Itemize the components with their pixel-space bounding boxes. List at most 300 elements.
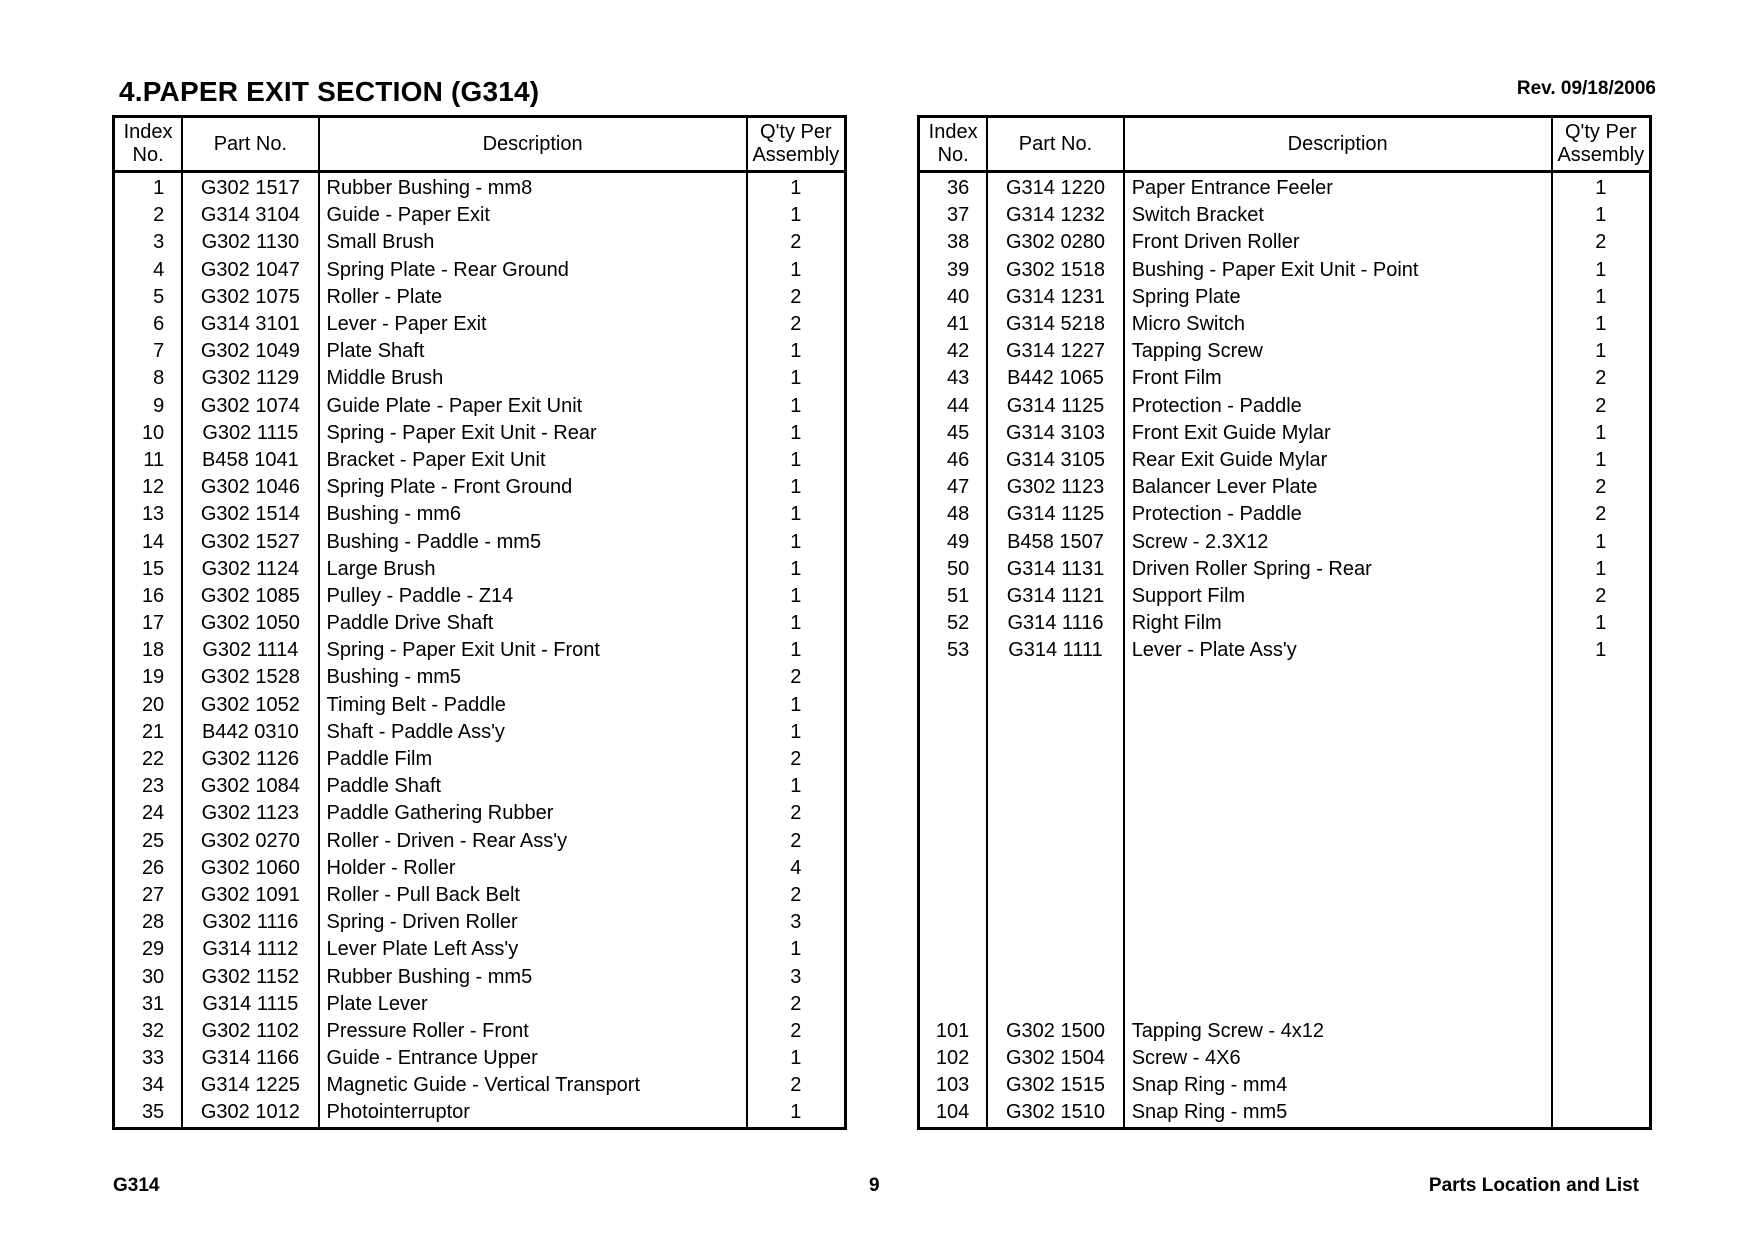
description-cell: Spring - Paper Exit Unit - Rear [319,420,747,447]
qty-cell: 1 [1552,528,1651,555]
part-no-cell [987,963,1123,990]
table-row [114,1045,846,1072]
index-no-cell: 2 [153,204,165,227]
index-no-cell: 27 [141,883,165,906]
index-no-cell: 44 [947,394,970,417]
index-no-cell: 24 [141,802,165,825]
part-no-cell: G314 1166 [182,1045,318,1072]
description-cell: Pulley - Paddle - Z14 [319,583,747,610]
table-row [114,528,846,555]
part-no-cell: G302 1510 [987,1099,1123,1128]
index-no-cell [919,692,988,719]
qty-cell: 1 [747,692,846,719]
qty-cell: 1 [747,202,846,229]
table-row [114,202,846,229]
header-qty-line1: Q'ty Per [760,121,832,143]
index-no-cell: 22 [141,748,165,771]
table-row [114,474,846,501]
index-no-cell: 4 [153,258,165,281]
part-no-cell: G302 1123 [182,800,318,827]
table-row [919,637,1651,664]
table-row [919,284,1651,311]
header-qty-line2: Assembly [1557,144,1645,166]
index-no-cell: 45 [947,421,970,444]
qty-cell: 1 [747,420,846,447]
part-no-cell: B442 0310 [182,719,318,746]
index-no-cell: 104 [935,1101,970,1124]
index-no-cell: 8 [153,367,165,390]
table-row [114,338,846,365]
description-cell [1124,828,1552,855]
index-no-cell: 6 [153,313,165,336]
qty-cell [1552,773,1651,800]
qty-cell: 2 [747,284,846,311]
qty-cell: 2 [1552,501,1651,528]
part-no-cell [987,909,1123,936]
qty-cell: 1 [1552,257,1651,284]
part-no-cell: G302 1050 [182,610,318,637]
index-no-cell: 11 [143,448,165,471]
index-no-cell: 49 [947,530,970,553]
description-cell: Screw - 4X6 [1124,1045,1552,1072]
part-no-cell: G302 1047 [182,257,318,284]
page-title: 4.PAPER EXIT SECTION (G314) [119,76,540,107]
part-no-cell: G302 1012 [182,1099,318,1128]
footer-section-name: Parts Location and List [1428,1175,1639,1196]
index-no-cell: 25 [141,829,165,852]
part-no-cell: G302 1517 [182,172,318,203]
qty-cell [1552,882,1651,909]
table-row [919,393,1651,420]
index-no-cell [919,963,988,990]
part-no-cell: G302 1060 [182,855,318,882]
description-cell: Bushing - mm5 [319,664,747,691]
description-cell: Rubber Bushing - mm8 [319,172,747,203]
description-cell: Holder - Roller [319,855,747,882]
index-no-cell: 16 [141,584,165,607]
part-no-cell: G314 5218 [987,311,1123,338]
table-row [114,420,846,447]
header-qty [1552,117,1651,172]
part-no-cell [987,936,1123,963]
index-no-cell: 40 [947,285,970,308]
table-row [919,1018,1651,1045]
table-row [114,637,846,664]
description-cell: Support Film [1124,583,1552,610]
index-no-cell [919,664,988,691]
table-row [919,257,1651,284]
index-no-cell: 20 [141,693,165,716]
description-cell: Paddle Film [319,746,747,773]
part-no-cell: G314 1232 [987,202,1123,229]
description-cell: Bracket - Paper Exit Unit [319,447,747,474]
qty-cell [1552,991,1651,1018]
qty-cell [1552,828,1651,855]
qty-cell: 2 [747,828,846,855]
table-row [114,1072,846,1099]
table-row [114,936,846,963]
header-index-no [919,117,988,172]
qty-cell: 1 [747,474,846,501]
index-no-cell: 29 [141,938,165,961]
description-cell [1124,936,1552,963]
index-no-cell: 46 [947,448,970,471]
part-no-cell: G302 1074 [182,393,318,420]
part-no-cell: G302 1504 [987,1045,1123,1072]
description-cell: Shaft - Paddle Ass'y [319,719,747,746]
qty-cell [1552,800,1651,827]
qty-cell: 2 [747,800,846,827]
table-row [919,1072,1651,1099]
table-row [919,311,1651,338]
part-no-cell: G314 1125 [987,501,1123,528]
table-row [114,909,846,936]
part-no-cell: G314 1225 [182,1072,318,1099]
description-cell: Switch Bracket [1124,202,1552,229]
index-no-cell: 35 [141,1101,165,1124]
description-cell [1124,855,1552,882]
description-cell: Magnetic Guide - Vertical Transport [319,1072,747,1099]
table-row [919,746,1651,773]
description-cell: Snap Ring - mm4 [1124,1072,1552,1099]
header-index-line2: No. [937,144,969,166]
index-no-cell: 51 [947,584,970,607]
part-no-cell: G302 1046 [182,474,318,501]
part-no-cell: G302 1115 [182,420,318,447]
qty-cell: 2 [1552,393,1651,420]
description-cell [1124,882,1552,909]
qty-cell: 1 [747,1045,846,1072]
qty-cell: 2 [747,311,846,338]
index-no-cell: 103 [935,1074,970,1097]
index-no-cell: 19 [141,666,165,689]
index-no-cell: 31 [141,992,165,1015]
table-row [114,311,846,338]
revision-date: Rev. 09/18/2006 [1516,78,1656,99]
part-no-cell: G302 1514 [182,501,318,528]
table-row [919,719,1651,746]
description-cell: Snap Ring - mm5 [1124,1099,1552,1128]
table-row [114,828,846,855]
table-row [919,1099,1651,1128]
part-no-cell: B458 1041 [182,447,318,474]
table-row [919,556,1651,583]
part-no-cell: G302 1515 [987,1072,1123,1099]
table-row [114,229,846,256]
part-no-cell: G302 1124 [182,556,318,583]
header-qty-line1: Q'ty Per [1565,121,1637,143]
part-no-cell [987,746,1123,773]
header-index-no [114,117,183,172]
table-row [114,365,846,392]
qty-cell: 2 [747,991,846,1018]
table-row [114,719,846,746]
index-no-cell: 43 [947,367,970,390]
header-qty-line2: Assembly [752,144,840,166]
part-no-cell: G314 3103 [987,420,1123,447]
index-no-cell: 14 [141,530,165,553]
qty-cell: 1 [747,172,846,203]
description-cell: Driven Roller Spring - Rear [1124,556,1552,583]
qty-cell: 2 [747,229,846,256]
index-no-cell: 3 [153,231,165,254]
qty-cell: 1 [1552,610,1651,637]
qty-cell: 2 [1552,474,1651,501]
part-no-cell: B458 1507 [987,528,1123,555]
description-cell: Lever Plate Left Ass'y [319,936,747,963]
qty-cell [1552,1018,1651,1045]
header-qty [747,117,846,172]
qty-cell: 2 [747,882,846,909]
description-cell: Tapping Screw - 4x12 [1124,1018,1552,1045]
table-row [114,746,846,773]
description-cell: Spring Plate - Rear Ground [319,257,747,284]
part-no-cell: G302 1084 [182,773,318,800]
qty-cell [1552,1045,1651,1072]
part-no-cell: G314 1125 [987,393,1123,420]
qty-cell [1552,909,1651,936]
index-no-cell: 7 [153,340,165,363]
table-row [114,800,846,827]
qty-cell: 1 [747,338,846,365]
index-no-cell: 50 [947,557,970,580]
qty-cell: 3 [747,963,846,990]
index-no-cell: 9 [153,394,165,417]
qty-cell: 1 [1552,447,1651,474]
part-no-cell: G302 1075 [182,284,318,311]
index-no-cell: 37 [947,204,970,227]
header-index-line2: No. [132,144,164,166]
description-cell: Protection - Paddle [1124,501,1552,528]
qty-cell: 1 [747,365,846,392]
qty-cell: 1 [747,773,846,800]
part-no-cell: G302 1152 [182,963,318,990]
part-no-cell: G302 1085 [182,583,318,610]
table-row [114,882,846,909]
qty-cell [1552,719,1651,746]
description-cell: Plate Shaft [319,338,747,365]
description-cell: Rubber Bushing - mm5 [319,963,747,990]
table-row [919,229,1651,256]
qty-cell: 2 [1552,583,1651,610]
table-row [114,583,846,610]
part-no-cell: G302 1129 [182,365,318,392]
description-cell [1124,746,1552,773]
qty-cell: 1 [747,501,846,528]
part-no-cell [987,773,1123,800]
qty-cell: 1 [747,447,846,474]
qty-cell: 2 [747,664,846,691]
description-cell: Roller - Driven - Rear Ass'y [319,828,747,855]
description-cell: Guide - Paper Exit [319,202,747,229]
parts-table-left-body [114,172,846,1129]
qty-cell: 2 [747,1018,846,1045]
description-cell: Spring Plate - Front Ground [319,474,747,501]
index-no-cell: 32 [141,1019,165,1042]
footer-page-number: 9 [869,1175,880,1196]
index-no-cell: 39 [947,258,970,281]
description-cell: Bushing - Paper Exit Unit - Point [1124,257,1552,284]
table-row [919,909,1651,936]
index-no-cell [919,800,988,827]
table-header-row [114,117,846,172]
index-no-cell: 15 [141,557,165,580]
index-no-cell: 18 [141,639,165,662]
table-row [919,474,1651,501]
index-no-cell [919,746,988,773]
description-cell: Bushing - Paddle - mm5 [319,528,747,555]
description-cell: Paddle Gathering Rubber [319,800,747,827]
part-no-cell: G302 1091 [182,882,318,909]
description-cell: Pressure Roller - Front [319,1018,747,1045]
part-no-cell: G314 1112 [182,936,318,963]
qty-cell: 2 [1552,229,1651,256]
description-cell: Guide Plate - Paper Exit Unit [319,393,747,420]
part-no-cell: G314 1227 [987,338,1123,365]
index-no-cell: 33 [141,1047,165,1070]
header-part-no: Part No. [987,117,1123,172]
description-cell: Roller - Plate [319,284,747,311]
qty-cell: 1 [1552,637,1651,664]
description-cell: Lever - Plate Ass'y [1124,637,1552,664]
index-no-cell [919,855,988,882]
part-no-cell: G302 1528 [182,664,318,691]
index-no-cell: 23 [141,775,165,798]
index-no-cell: 53 [947,639,970,662]
description-cell: Small Brush [319,229,747,256]
part-no-cell [987,855,1123,882]
description-cell: Lever - Paper Exit [319,311,747,338]
description-cell: Front Film [1124,365,1552,392]
table-row [114,773,846,800]
part-no-cell: G302 1500 [987,1018,1123,1045]
table-row [919,828,1651,855]
part-no-cell: G314 1231 [987,284,1123,311]
footer-model: G314 [113,1175,160,1196]
index-no-cell: 1 [153,177,165,200]
description-cell: Micro Switch [1124,311,1552,338]
qty-cell [1552,746,1651,773]
header-index-line1: Index [928,121,978,143]
index-no-cell: 13 [141,503,165,526]
description-cell: Roller - Pull Back Belt [319,882,747,909]
qty-cell: 2 [747,746,846,773]
qty-cell: 1 [1552,284,1651,311]
qty-cell: 1 [1552,338,1651,365]
index-no-cell: 5 [153,285,165,308]
index-no-cell: 52 [947,612,970,635]
part-no-cell [987,692,1123,719]
table-row [919,991,1651,1018]
index-no-cell [919,719,988,746]
table-row [919,963,1651,990]
index-no-cell [919,991,988,1018]
index-no-cell: 30 [141,965,165,988]
part-no-cell [987,882,1123,909]
table-row [919,610,1651,637]
description-cell [1124,719,1552,746]
description-cell: Rear Exit Guide Mylar [1124,447,1552,474]
description-cell [1124,963,1552,990]
qty-cell: 1 [747,528,846,555]
qty-cell [1552,936,1651,963]
part-no-cell [987,991,1123,1018]
table-row [919,420,1651,447]
header-index-line1: Index [123,121,173,143]
index-no-cell: 38 [947,231,970,254]
table-row [919,800,1651,827]
index-no-cell: 12 [141,476,165,499]
qty-cell: 1 [1552,556,1651,583]
table-row [114,501,846,528]
part-no-cell: G314 1111 [987,637,1123,664]
part-no-cell: G302 1130 [182,229,318,256]
description-cell: Spring Plate [1124,284,1552,311]
table-row [114,692,846,719]
table-row [114,257,846,284]
qty-cell: 2 [1552,365,1651,392]
qty-cell: 1 [1552,420,1651,447]
description-cell: Spring - Driven Roller [319,909,747,936]
part-no-cell: G302 1049 [182,338,318,365]
part-no-cell [987,800,1123,827]
table-row [919,501,1651,528]
index-no-cell: 47 [947,476,970,499]
qty-cell: 1 [1552,172,1651,203]
table-row [114,172,846,203]
table-row [114,991,846,1018]
table-row [114,610,846,637]
index-no-cell [919,773,988,800]
part-no-cell: G314 3101 [182,311,318,338]
table-row [114,1099,846,1128]
index-no-cell: 42 [947,340,970,363]
index-no-cell: 10 [141,421,165,444]
qty-cell: 1 [1552,311,1651,338]
index-no-cell [919,936,988,963]
table-row [919,447,1651,474]
table-row [919,936,1651,963]
description-cell: Right Film [1124,610,1552,637]
index-no-cell: 101 [935,1019,970,1042]
qty-cell [1552,664,1651,691]
description-cell: Front Driven Roller [1124,229,1552,256]
description-cell [1124,773,1552,800]
part-no-cell: G302 1527 [182,528,318,555]
qty-cell: 1 [747,1099,846,1128]
qty-cell: 1 [747,610,846,637]
qty-cell: 2 [747,1072,846,1099]
description-cell: Front Exit Guide Mylar [1124,420,1552,447]
header-description: Description [319,117,747,172]
description-cell: Balancer Lever Plate [1124,474,1552,501]
part-no-cell: G302 1102 [182,1018,318,1045]
table-row [114,447,846,474]
parts-table-right [917,115,1652,1130]
table-row [114,556,846,583]
part-no-cell [987,828,1123,855]
qty-cell: 4 [747,855,846,882]
table-row [919,882,1651,909]
index-no-cell: 21 [141,720,165,743]
qty-cell: 1 [747,583,846,610]
qty-cell: 3 [747,909,846,936]
index-no-cell: 28 [141,911,165,934]
description-cell: Paddle Drive Shaft [319,610,747,637]
description-cell: Protection - Paddle [1124,393,1552,420]
description-cell: Plate Lever [319,991,747,1018]
part-no-cell: G302 0280 [987,229,1123,256]
